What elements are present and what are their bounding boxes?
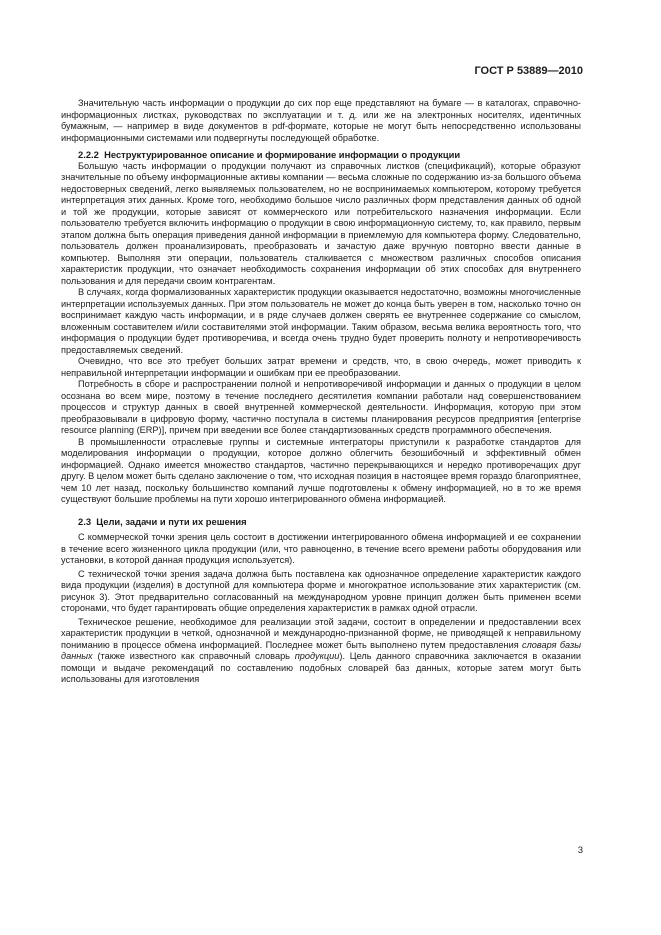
paragraph: Потребность в сборе и распространении полной и непротиворечивой информации и данных о продукции в целом осознана во всем мире, поэтому в течение последнего десятилетия компании работали над совершенствованием процессов и структур данных в своей внутренней коммерческой деятельности. Информация, которую при этом преобразовывали в цифровую форму, частично поступала в системы планирования ресурсов предприятия [enterprise resource planning (ERP)], причем при введении все более стандартизованных средств программного обеспечения. xyxy=(61,379,581,435)
standard-id-header: ГОСТ Р 53889—2010 xyxy=(474,65,583,77)
section-heading-2-3 xyxy=(61,516,581,528)
paragraph: В промышленности отраслевые группы и системные интеграторы приступили к разработке стандартов для моделирования информации о продукции, которое должно облегчить безошибочный и эффективный обмен информацией. Однако имеется множество стандартов, частично перекрывающихся и нередко противоречащих друг другу. В целом может быть сделано заключение о том, что исходная позиция в настоящее время гораздо благоприятнее, чем 10 лет назад, поскольку большинство компаний лучше подготовлены к обмену информацией, но в то же время существуют большие проблемы на пути хорошо интегрированного обмена информацией. xyxy=(61,436,581,504)
term-database-dictionary: словаря базы данных xyxy=(61,639,581,661)
page-number: 3 xyxy=(577,845,583,856)
paragraph-text: (также известного как справочный словарь xyxy=(92,651,295,661)
paragraph: Очевидно, что все это требует больших затрат времени и средств, что, в свою очередь, может приводить к неправильной интерпретации информации и ошибкам при ее преобразовании. xyxy=(61,356,581,378)
subsection-title: Неструктурированное описание и формирование информации о продукции xyxy=(104,149,461,160)
subsection-number: 2.2.2 xyxy=(78,149,99,160)
section-2-3-body xyxy=(61,532,581,686)
paragraph-text: Техническое решение, необходимое для реализации этой задачи, состоит в определении и предоставлении всех характеристик продукции в четкой, однозначной и международно-признанной форме, не приводящей к неправильному пониманию в процессе обмена информацией. Последнее может быть выполнено путем предоставления xyxy=(61,616,581,650)
paragraph: Большую часть информации о продукции получают из справочных листков (спецификаций), которые образуют значительные по объему информационные активы компании — весьма сложные по содержанию из-за большого объема недостоверных сведений, легко выявляемых пользователем, но не воспринимаемых компьютером, которому требуется интерпретация этих данных. Кроме того, необходимо большое число различных форм представления данных об одной и той же продукции, которые зависят от коммерческого или потребительского назначения информации. Если пользователю требуется включить информацию о продукции в свою информационную систему, то, как правило, первым этапом должна быть операция приведения данной информации в приемлемую для компьютера форму. Следовательно, пользователь должен проанализировать, преобразовать и зачастую даже вручную повторно ввести данные в компьютер. Выполняя эти операции, пользователь сталкивается с множеством различных способов описания характеристик продукции, что означает необходимость сохранения информации об этих способах для внутреннего пользования и для передачи своим контрагентам. xyxy=(61,160,581,286)
paragraph-text: ). Цель данного справочника заключается в оказании помощи и выдаче рекомендаций по составлению подобных словарей баз данных, которые затем могут быть использованы для изготовления xyxy=(61,651,581,684)
paragraph: С коммерческой точки зрения цель состоит в достижении интегрированного обмена информацией и ее сохранении в течение всего жизненного цикла продукции (или, что равноценно, в течение всего времени работы оборудования или установки, в которой данная продукция используется). xyxy=(61,532,581,565)
section-number: 2.3 xyxy=(78,515,92,527)
term-products: продукции xyxy=(294,651,340,661)
paragraph-with-terms xyxy=(61,617,581,686)
paragraph: С технической точки зрения задача должна быть поставлена как однозначное определение характеристик каждого вида продукции (изделия) в доступной для компьютера форме и многократное использование этих характеристик (см. рисунок 3). Этот предварительно согласованный на международном уровне принцип должен быть применен всеми сторонами, что будет гарантировать общие определения характеристик в рамках одной отрасли. xyxy=(61,568,581,613)
paragraph: В случаях, когда формализованных характеристик продукции оказывается недостаточно, возможны многочисленные интерпретации используемых данных. При этом пользователь не может до конца быть уверен в том, насколько точно он воспринимает каждую часть информации, и в ряде случаев должен сверять ее внутреннее содержание со смыслом, вложенным составителем и/или составителями этой информации. Таким образом, весьма велика вероятность того, что информация о продукции будет противоречива, и всегда очень трудно будет проверить полноту и непротиворечивость предоставляемых сведений. xyxy=(61,287,581,355)
section-title: Цели, задачи и пути их решения xyxy=(96,515,247,527)
subsection-heading-2-2-2 xyxy=(61,149,581,161)
intro-paragraph: Значительную часть информации о продукции до сих пор еще представляют на бумаге — в каталогах, справочно-информационных листках, руководствах по эксплуатации и т. д. или же на электронных носителях, идентичных бумажным, — например в виде документов в pdf-формате, которые не могут быть непосредственно использованы информационными системами или подвергнуты последующей обработке. xyxy=(61,98,581,143)
document-body xyxy=(61,98,581,688)
